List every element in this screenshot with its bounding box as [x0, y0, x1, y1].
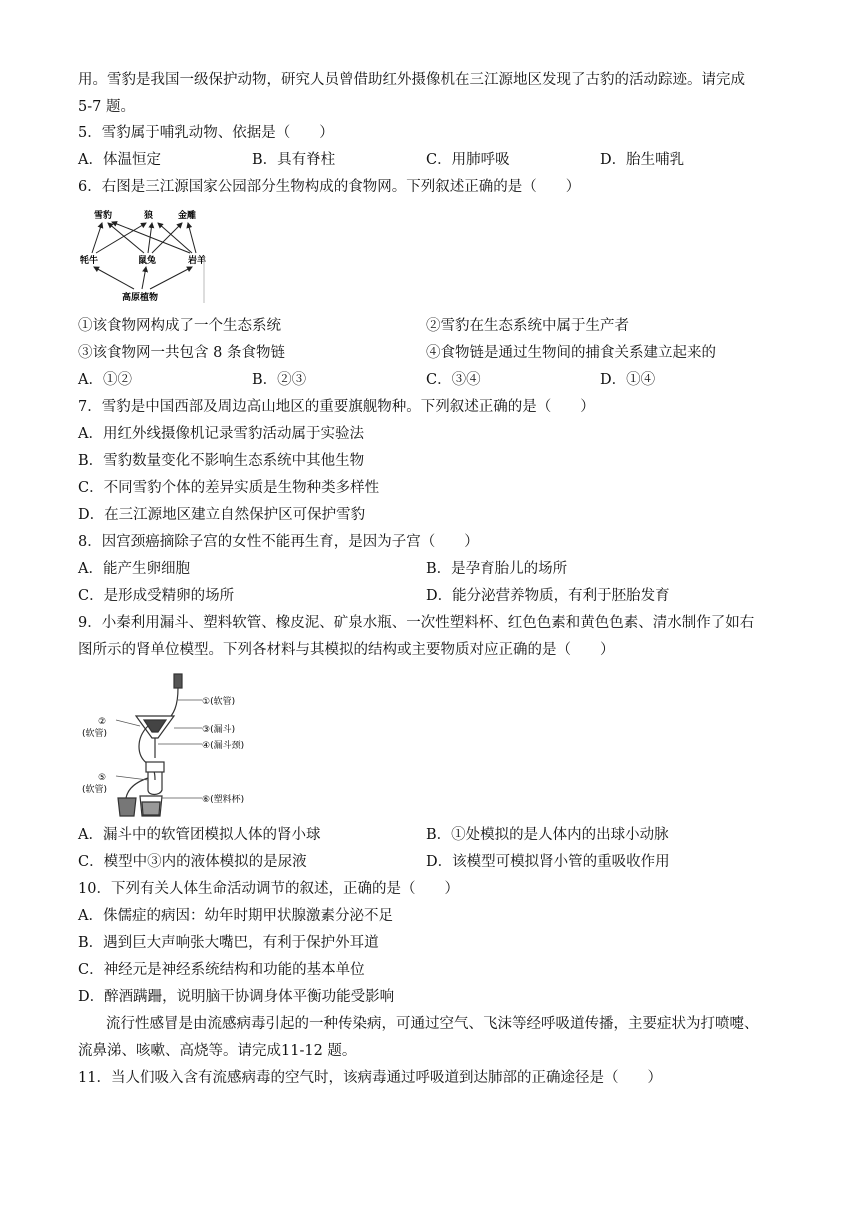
- q5-option-c: C．用肺呼吸: [426, 152, 510, 168]
- q5-option-a: A．体温恒定: [78, 152, 161, 168]
- q10-option-b: B．遇到巨大声响张大嘴巴，有利于保护外耳道: [78, 935, 379, 951]
- q10-stem: 10．下列有关人体生命活动调节的叙述，正确的是（ ）: [78, 881, 459, 897]
- q5-option-b: B．具有脊柱: [252, 152, 336, 168]
- label-tube-2: (软管): [82, 729, 108, 739]
- q5-stem: 5．雪豹属于哺乳动物、依据是（ ）: [78, 125, 334, 141]
- q6-option-d: D．①④: [600, 372, 656, 388]
- label-cup-6: ⑥(塑料杯): [202, 795, 245, 805]
- q7-option-c: C．不同雪豹个体的差异实质是生物种类多样性: [78, 480, 380, 496]
- q8-option-a: A．能产生卵细胞: [78, 561, 190, 577]
- q9-option-b: B．①处模拟的是人体内的出球小动脉: [426, 827, 669, 843]
- q8-option-c: C．是形成受精卵的场所: [78, 588, 235, 604]
- q7-option-d: D．在三江源地区建立自然保护区可保护雪豹: [78, 507, 366, 523]
- q6-option-c: C．③④: [426, 372, 481, 388]
- q9-option-a: A．漏斗中的软管团模拟人体的肾小球: [78, 827, 321, 843]
- q5-option-d: D．胎生哺乳: [600, 152, 685, 168]
- label-funnel-3: ③(漏斗): [202, 725, 236, 735]
- label-tube-1: ①(软管): [202, 697, 236, 707]
- q7-stem: 7．雪豹是中国西部及周边高山地区的重要旗舰物种。下列叙述正确的是（ ）: [78, 399, 595, 415]
- q11-stem: 11．当人们吸入含有流感病毒的空气时，该病毒通过呼吸道到达肺部的正确途径是（ ）: [78, 1070, 662, 1086]
- food-web-label-wolf: 狼: [144, 211, 154, 221]
- q6-statement-1: ①该食物网构成了一个生态系统: [78, 318, 281, 334]
- q6-stem: 6．右图是三江源国家公园部分生物构成的食物网。下列叙述正确的是（ ）: [78, 179, 581, 195]
- q6-option-a: A．①②: [78, 372, 132, 388]
- food-web-label-bharal: 岩羊: [188, 256, 207, 266]
- passage-line-2: 流鼻涕、咳嗽、高烧等。请完成11-12 题。: [78, 1043, 357, 1059]
- intro-line-1: 用。雪豹是我国一级保护动物，研究人员曾借助红外摄像机在三江源地区发现了古豹的活动踪迹。请完成: [78, 72, 745, 88]
- nephron-model-diagram: [78, 670, 258, 818]
- q10-option-c: C．神经元是神经系统结构和功能的基本单位: [78, 962, 365, 978]
- q10-option-d: D．醉酒蹒跚，说明脑干协调身体平衡功能受影响: [78, 989, 395, 1005]
- food-web-label-plants: 高原植物: [122, 293, 159, 303]
- q9-stem-line-2: 图所示的肾单位模型。下列各材料与其模拟的结构或主要物质对应正确的是（ ）: [78, 642, 615, 658]
- q7-option-b: B．雪豹数量变化不影响生态系统中其他生物: [78, 453, 365, 469]
- q8-option-d: D．能分泌营养物质，有利于胚胎发育: [426, 588, 670, 604]
- q9-option-d: D．该模型可模拟肾小管的重吸收作用: [426, 854, 670, 870]
- q6-option-b: B．②③: [252, 372, 307, 388]
- q9-stem-line-1: 9．小秦利用漏斗、塑料软管、橡皮泥、矿泉水瓶、一次性塑料杯、红色色素和黄色色素、清水制作了如右: [78, 615, 755, 631]
- q6-statement-2: ②雪豹在生态系统中属于生产者: [426, 318, 629, 334]
- q6-statement-4: ④食物链是通过生物间的捕食关系建立起来的: [426, 345, 716, 361]
- label-5: ⑤: [98, 773, 107, 783]
- label-2: ②: [98, 717, 107, 727]
- intro-line-2: 5-7 题。: [78, 99, 135, 115]
- q7-option-a: A．用红外线摄像机记录雪豹活动属于实验法: [78, 426, 364, 442]
- q8-stem: 8．因宫颈癌摘除子宫的女性不能再生育，是因为子宫（ ）: [78, 534, 479, 550]
- food-web-label-golden-eagle: 金雕: [178, 211, 197, 221]
- food-web-label-pika: 鼠兔: [138, 256, 157, 266]
- q10-option-a: A．侏儒症的病因：幼年时期甲状腺激素分泌不足: [78, 908, 393, 924]
- label-tube-5: (软管): [82, 785, 108, 795]
- q9-option-c: C．模型中③内的液体模拟的是尿液: [78, 854, 307, 870]
- food-web-diagram: [78, 203, 208, 305]
- q6-statement-3: ③该食物网一共包含 8 条食物链: [78, 345, 285, 361]
- passage-line-1: 流行性感冒是由流感病毒引起的一种传染病，可通过空气、飞沫等经呼吸道传播，主要症状为打喷嚏、: [106, 1016, 759, 1032]
- label-funnel-neck-4: ④(漏斗颈): [202, 741, 245, 751]
- food-web-label-yak: 牦牛: [80, 256, 99, 266]
- q8-option-b: B．是孕育胎儿的场所: [426, 561, 568, 577]
- food-web-label-snow-leopard: 雪豹: [94, 211, 113, 221]
